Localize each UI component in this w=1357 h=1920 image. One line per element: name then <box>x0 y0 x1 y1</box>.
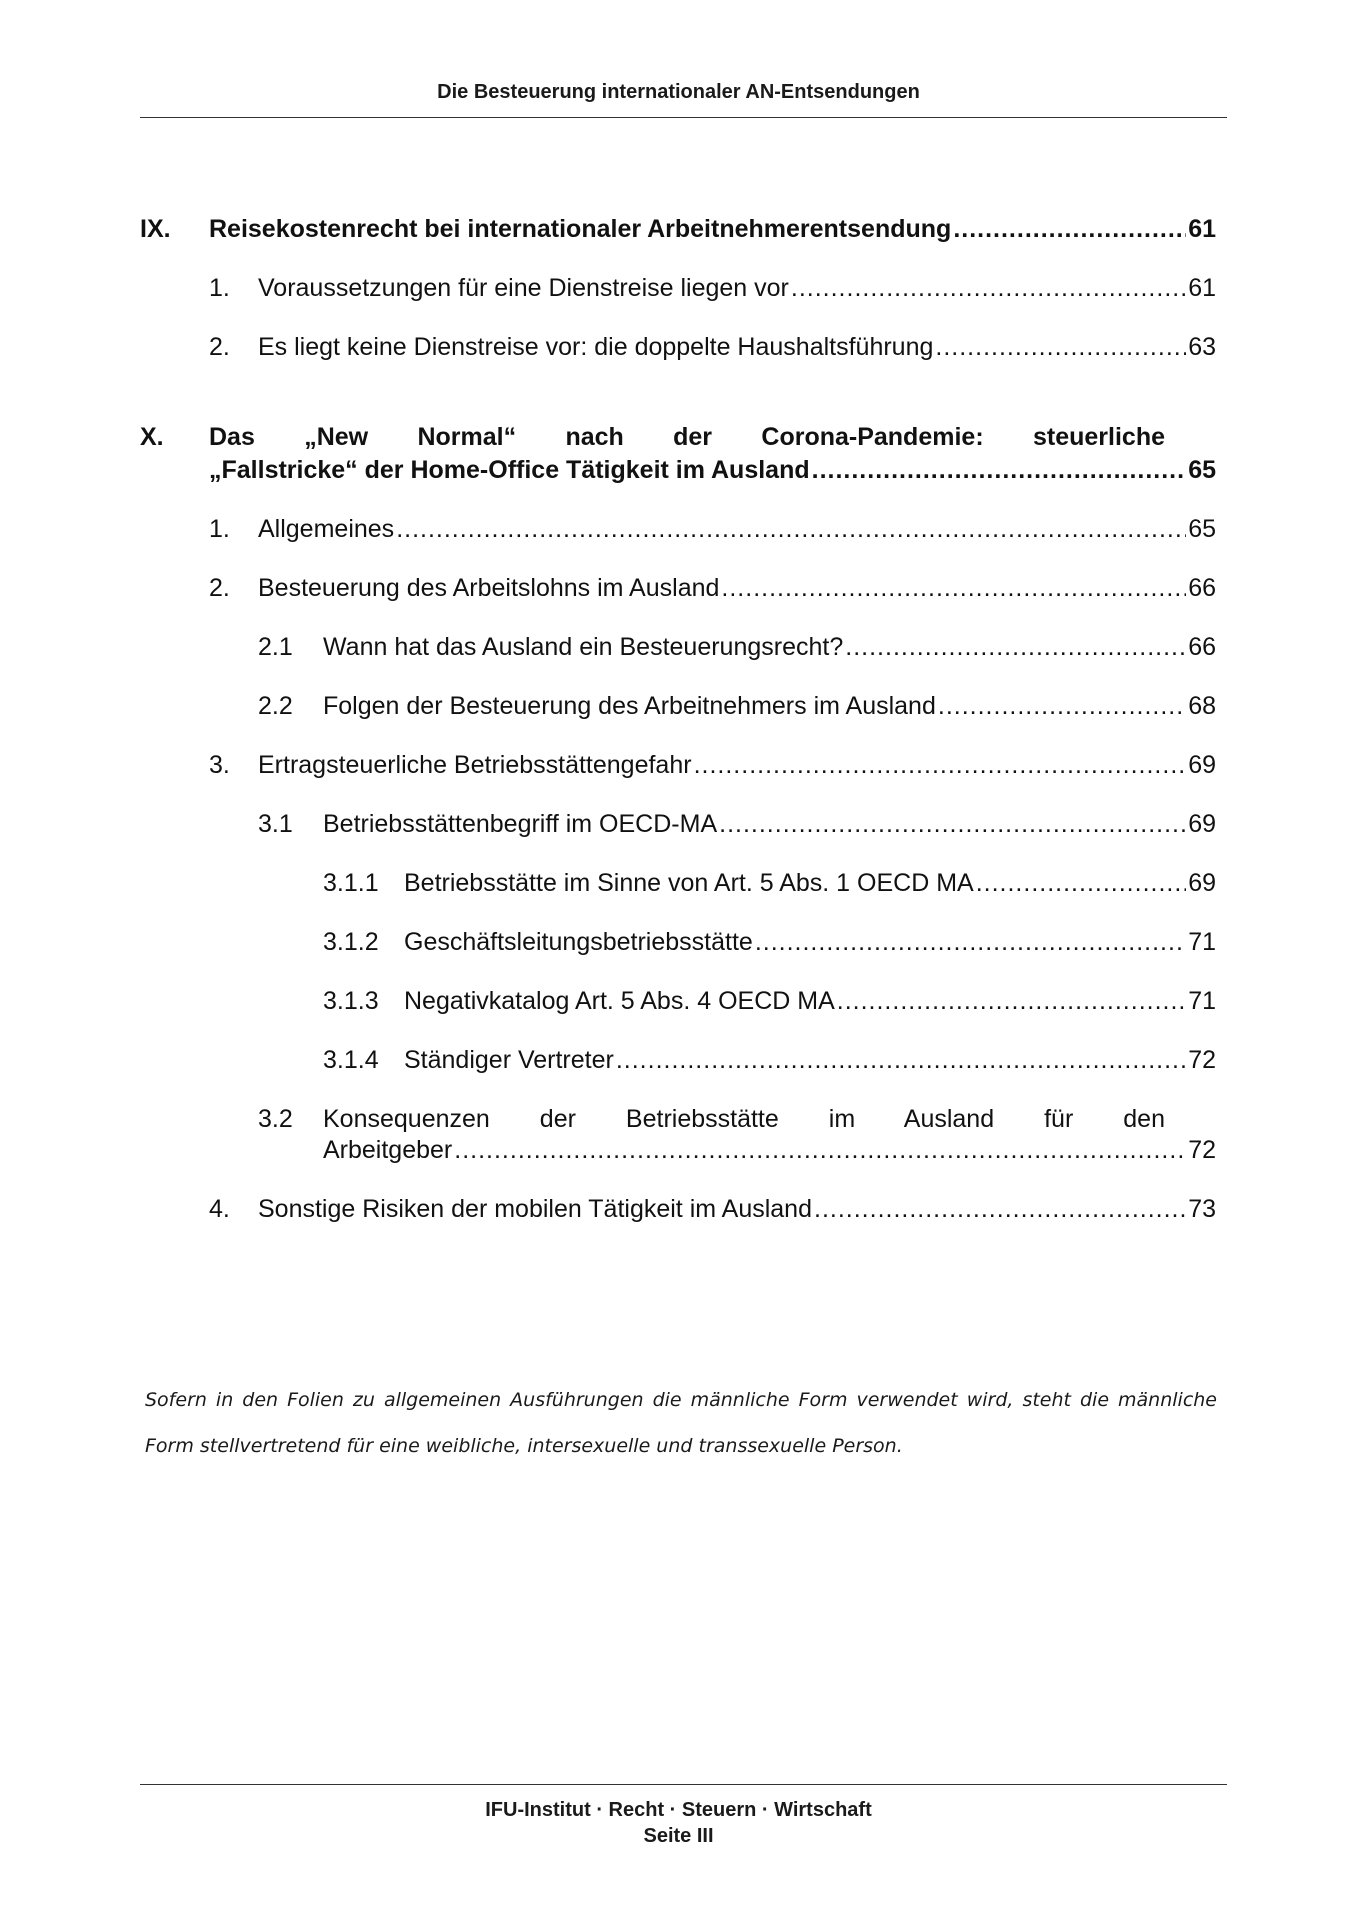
toc-number: IX. <box>140 215 171 243</box>
toc-title: Reisekostenrecht bei internationaler Arbeitnehmerentsendung <box>209 215 952 243</box>
toc-leader-dots <box>845 632 1186 662</box>
toc-title: Es liegt keine Dienstreise vor: die doppelte Haushaltsführung <box>258 333 934 361</box>
toc-entry-x-1[interactable] <box>209 514 1216 544</box>
toc-leader-dots <box>755 927 1186 957</box>
toc-page-number: 61 <box>1188 215 1216 243</box>
toc-entry-x-2[interactable] <box>209 573 1216 603</box>
toc-title: Sonstige Risiken der mobilen Tätigkeit im Ausland <box>258 1195 812 1223</box>
running-header: Die Besteuerung internationaler AN-Entsendungen <box>437 81 920 103</box>
toc-number: 3.1.2 <box>323 928 379 956</box>
toc-number: 2.1 <box>258 633 293 661</box>
toc-leader-dots <box>976 868 1186 898</box>
toc-entry-ix-2[interactable] <box>209 332 1216 362</box>
toc-entry-x-3-1-3[interactable] <box>323 986 1216 1016</box>
toc-leader-dots <box>814 1194 1186 1224</box>
toc-number: 2. <box>209 574 230 602</box>
toc-entry-x-3-1[interactable] <box>258 809 1216 839</box>
toc-leader-dots <box>935 332 1186 362</box>
toc-number: 3.1.4 <box>323 1046 379 1074</box>
toc-entry-x-4[interactable] <box>209 1194 1216 1224</box>
toc-page-number: 61 <box>1188 274 1216 302</box>
toc-number: 3.1.1 <box>323 869 379 897</box>
toc-leader-dots <box>837 986 1186 1016</box>
toc-entry-x-3-2[interactable] <box>323 1135 1216 1165</box>
toc-number: 2. <box>209 333 230 361</box>
toc-number: X. <box>140 423 164 451</box>
toc-entry-x-2-1[interactable] <box>258 632 1216 662</box>
toc-page-number: 68 <box>1188 692 1216 720</box>
toc-number: 3.1.3 <box>323 987 379 1015</box>
toc-leader-dots <box>812 455 1187 485</box>
toc-page-number: 65 <box>1188 515 1216 543</box>
toc-number: 2.2 <box>258 692 293 720</box>
toc-title: Folgen der Besteuerung des Arbeitnehmers im Ausland <box>323 692 936 720</box>
toc-entry-x[interactable] <box>209 455 1216 485</box>
toc-number: 3.2 <box>258 1105 293 1133</box>
toc-leader-dots <box>791 273 1186 303</box>
toc-title: Besteuerung des Arbeitslohns im Ausland <box>258 574 720 602</box>
toc-entry-x-3-1-2[interactable] <box>323 927 1216 957</box>
toc-entry-x-title-line1[interactable]: Das „New Normal“ nach der Corona-Pandemie: steuerliche <box>209 423 1165 451</box>
toc-title: Ständiger Vertreter <box>404 1046 614 1074</box>
toc-title: Negativkatalog Art. 5 Abs. 4 OECD MA <box>404 987 835 1015</box>
toc-page-number: 73 <box>1188 1195 1216 1223</box>
toc-leader-dots <box>616 1045 1186 1075</box>
toc-leader-dots <box>694 750 1187 780</box>
toc-page-number: 72 <box>1188 1046 1216 1074</box>
toc-title: Arbeitgeber <box>323 1136 453 1164</box>
toc-title: Voraussetzungen für eine Dienstreise liegen vor <box>258 274 789 302</box>
toc-page-number: 66 <box>1188 574 1216 602</box>
toc-page-number: 69 <box>1188 810 1216 838</box>
toc-title: Allgemeines <box>258 515 395 543</box>
toc-entry-ix[interactable] <box>140 214 1216 244</box>
footer-divider <box>140 1784 1227 1785</box>
toc-entry-x-3-1-4[interactable] <box>323 1045 1216 1075</box>
toc-leader-dots <box>396 514 1186 544</box>
toc-entry-x-3-2-title-line1[interactable]: Konsequenzen der Betriebsstätte im Ausland für den <box>323 1105 1165 1133</box>
toc-title: Betriebsstätte im Sinne von Art. 5 Abs. 1 OECD MA <box>404 869 974 897</box>
toc-number: 4. <box>209 1195 230 1223</box>
toc-leader-dots <box>454 1135 1186 1165</box>
toc-page-number: 71 <box>1188 987 1216 1015</box>
toc-leader-dots <box>938 691 1186 721</box>
toc-title: „Fallstricke“ der Home-Office Tätigkeit im Ausland <box>209 456 810 484</box>
toc-leader-dots <box>721 573 1186 603</box>
toc-page-number: 69 <box>1188 751 1216 779</box>
gender-note: Sofern in den Folien zu allgemeinen Ausführungen die männliche Form verwendet wird, steht die männliche Form stellvertretend für eine weibliche, intersexuelle und transsexuelle Person. <box>145 1389 1217 1457</box>
toc-number: 3.1 <box>258 810 293 838</box>
toc-title: Geschäftsleitungsbetriebsstätte <box>404 928 753 956</box>
toc-entry-x-2-2[interactable] <box>258 691 1216 721</box>
toc-page-number: 69 <box>1188 869 1216 897</box>
header-divider <box>140 117 1227 118</box>
toc-leader-dots <box>953 214 1186 244</box>
toc-page-number: 71 <box>1188 928 1216 956</box>
toc-leader-dots <box>719 809 1186 839</box>
toc-number: 3. <box>209 751 230 779</box>
toc-page-number: 65 <box>1188 456 1216 484</box>
toc-entry-x-3-1-1[interactable] <box>323 868 1216 898</box>
toc-number: 1. <box>209 515 230 543</box>
toc-page-number: 66 <box>1188 633 1216 661</box>
toc-entry-ix-1[interactable] <box>209 273 1216 303</box>
toc-entry-x-3[interactable] <box>209 750 1216 780</box>
toc-title: Wann hat das Ausland ein Besteuerungsrecht? <box>323 633 844 661</box>
toc-title: Betriebsstättenbegriff im OECD-MA <box>323 810 718 838</box>
toc-number: 1. <box>209 274 230 302</box>
footer-page-number: Seite III <box>643 1825 714 1847</box>
footer-institute: IFU-Institut · Recht · Steuern · Wirtschaft <box>485 1799 872 1821</box>
toc-title: Ertragsteuerliche Betriebsstättengefahr <box>258 751 692 779</box>
toc-page-number: 72 <box>1188 1136 1216 1164</box>
toc-page-number: 63 <box>1188 333 1216 361</box>
